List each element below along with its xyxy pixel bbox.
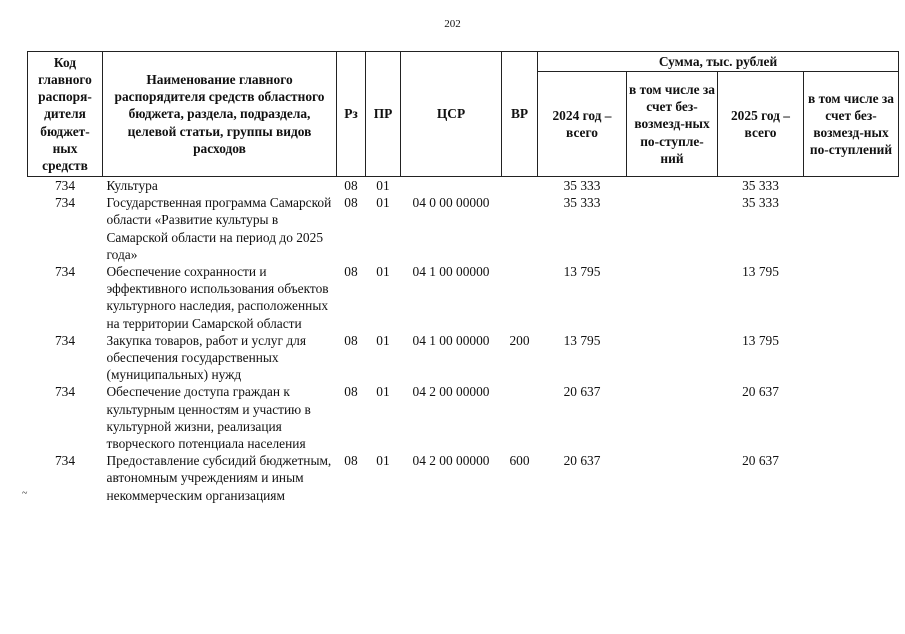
- cell-vr: 200: [509, 332, 530, 348]
- cell-2025-gratis: [804, 177, 899, 195]
- cell-name: Предоставление субсидий бюджетным, автономным учреждениям и иным некоммерческим организациям: [106, 453, 332, 503]
- table-header: [28, 52, 899, 177]
- cell-code: 734: [54, 178, 76, 193]
- cell-rz: 08: [344, 332, 358, 348]
- cell-vr: 600: [509, 453, 530, 469]
- page-number: 202: [444, 18, 461, 30]
- cell-rz: 08: [344, 453, 358, 469]
- table-row: [28, 332, 899, 384]
- cell-code: 734: [54, 195, 76, 211]
- cell-2024-gratis: [627, 452, 718, 504]
- cell-2025-total: 13 795: [742, 264, 779, 280]
- cell-pr: 01: [376, 384, 390, 400]
- cell-2024-total: 13 795: [563, 264, 601, 280]
- table-row: [28, 263, 899, 332]
- cell-pr: 01: [376, 195, 390, 211]
- cell-name: Обеспечение доступа граждан к культурным ценностям и участию в культурной жизни, реализация творческого потенциала населения: [106, 384, 311, 452]
- cell-2025-gratis: [804, 383, 899, 452]
- cell-pr: 01: [376, 178, 390, 193]
- cell-pr: 01: [376, 332, 390, 348]
- cell-csr: 04 0 00 00000: [412, 195, 490, 211]
- cell-2024-total: 13 795: [563, 332, 601, 348]
- header-2024-total: 2024 год – всего: [538, 72, 627, 177]
- cell-2025-total: 20 637: [742, 453, 779, 469]
- cell-2025-total: 35 333: [742, 178, 779, 193]
- cell-code: 734: [54, 453, 76, 469]
- header-sum: Сумма, тыс. рублей: [538, 52, 899, 72]
- header-2025-total: 2025 год – всего: [718, 72, 804, 177]
- table-row: [28, 177, 899, 195]
- cell-code: 734: [54, 384, 76, 400]
- cell-2025-total: 20 637: [742, 384, 779, 400]
- cell-vr: [502, 194, 538, 263]
- cell-name: Культура: [106, 178, 158, 193]
- header-2024-gratis: в том числе за счет без-возмезд-ных по-ступле-ний: [627, 72, 718, 177]
- cell-name: Закупка товаров, работ и услуг для обеспечения государственных (муниципальных) нужд: [106, 332, 306, 383]
- cell-vr: [502, 263, 538, 332]
- header-pr: ПР: [366, 52, 401, 177]
- scan-mark: ~: [22, 488, 28, 499]
- header-name: Наименование главного распорядителя средств областного бюджета, раздела, подраздела, целевой статьи, группы видов расходов: [103, 52, 337, 177]
- cell-2024-gratis: [627, 194, 718, 263]
- cell-csr: 04 1 00 00000: [412, 264, 490, 280]
- cell-rz: 08: [344, 264, 358, 280]
- header-vr: ВР: [502, 52, 538, 177]
- header-code: Код главного распоря-дителя бюджет-ных средств: [28, 52, 103, 177]
- budget-table: [27, 51, 899, 504]
- cell-vr: [502, 383, 538, 452]
- cell-name: Обеспечение сохранности и эффективного использования объектов культурного наследия, расположенных на территории Самарской области: [106, 264, 329, 331]
- cell-2025-total: 35 333: [742, 195, 779, 211]
- cell-rz: 08: [344, 178, 358, 193]
- table-row: [28, 194, 899, 263]
- cell-2025-total: 13 795: [742, 332, 779, 348]
- cell-2024-gratis: [627, 332, 718, 384]
- table-row: [28, 383, 899, 452]
- cell-2024-total: 20 637: [563, 384, 601, 400]
- cell-2024-total: 20 637: [563, 453, 601, 469]
- cell-rz: 08: [344, 195, 358, 211]
- cell-pr: 01: [376, 264, 390, 280]
- cell-csr: 04 2 00 00000: [412, 453, 490, 469]
- cell-2024-gratis: [627, 177, 718, 195]
- table-row: [28, 452, 899, 504]
- cell-2024-gratis: [627, 263, 718, 332]
- cell-2025-gratis: [804, 332, 899, 384]
- cell-code: 734: [54, 332, 76, 348]
- table-body: [28, 177, 899, 504]
- cell-2025-gratis: [804, 452, 899, 504]
- cell-code: 734: [54, 264, 76, 280]
- cell-name: Государственная программа Самарской области «Развитие культуры в Самарской области на период до 2025 года»: [106, 195, 332, 262]
- cell-2025-gratis: [804, 194, 899, 263]
- header-csr: ЦСР: [401, 52, 502, 177]
- header-2025-gratis: в том числе за счет без-возмезд-ных по-ступлений: [804, 72, 899, 177]
- cell-2024-total: 35 333: [563, 195, 601, 211]
- cell-2025-gratis: [804, 263, 899, 332]
- cell-2024-gratis: [627, 383, 718, 452]
- cell-vr: [502, 177, 538, 195]
- cell-pr: 01: [376, 453, 390, 469]
- cell-csr: [401, 177, 502, 195]
- cell-csr: 04 2 00 00000: [412, 384, 490, 400]
- cell-csr: 04 1 00 00000: [412, 332, 490, 348]
- header-rz: Рз: [337, 52, 366, 177]
- cell-rz: 08: [344, 384, 358, 400]
- cell-2024-total: 35 333: [563, 178, 601, 193]
